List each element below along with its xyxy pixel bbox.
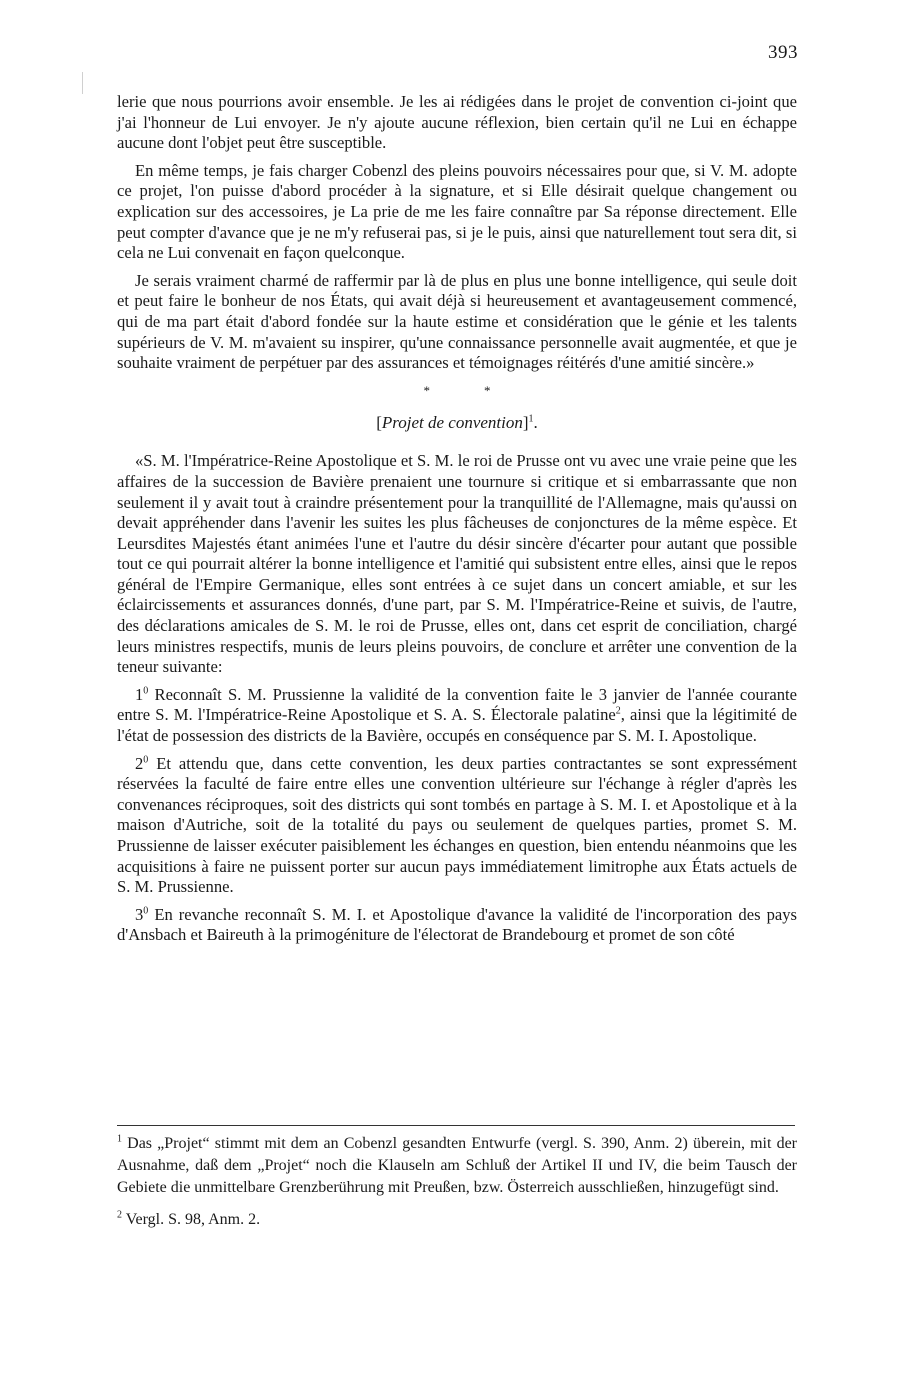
letter-paragraph-3: Je serais vraiment charmé de raffermir par là de plus en plus une bonne intelligence, qui seule doit et peut faire le bonheur de nos États, qui avait déjà si heureusement et avantageusement commencé, qui de ma part était d'abord fondée sur la haute estime et considération que le génie et les talents supérieurs de V. M. m'avaient su inspirer, qu'une connaissance personnelle avait augmentée, et que je souhaite vraiment de perpétuer par des assurances et témoignages réitérés d'une amitié sincère.» (117, 270, 797, 373)
separator-star: * (484, 382, 491, 398)
page-number: 393 (768, 42, 798, 63)
bracket-close: ] (522, 412, 529, 432)
article-text: , ainsi que la légitimité de l'état de possession des districts de la Bavière, occupés en conséquence par S. M. I. Apostolique. (117, 705, 797, 746)
footnote-marker: 2 (117, 1209, 122, 1221)
footnote-1 (117, 1133, 797, 1199)
letter-paragraph-1: lerie que nous pourrions avoir ensemble. Je les ai rédigées dans le projet de convention ci-joint que j'ai l'honneur de Lui envoyer. Je n'y ajoute aucune réflexion, bien certain qu'il ne Lui en échappe aucune dont l'objet peut être susceptible. (117, 92, 797, 153)
article-text: Et attendu que, dans cette convention, les deux parties contractantes se sont expressément réservées la faculté de faire entre elles une convention ultérieure sur l'échange à régler d'après les convenances réciproques, soit des districts qui sont tombés en partage à S. M. I. et Apostolique et à la maison d'Autriche, soit de la totalité du pays ou seulement de quelques parties, promet S. M. Prussienne de laisser exécuter paisiblement les échanges en question, bien entendu néanmoins que les acquisitions à faire ne puissent porter sur aucun pays immédiatement limitrophe aux États actuels de S. M. Prussienne. (117, 753, 797, 897)
footnote-text: Vergl. S. 98, Anm. 2. (122, 1211, 261, 1228)
letter-paragraph-2: En même temps, je fais charger Cobenzl des pleins pouvoirs nécessaires pour que, si V. M. adopte ce projet, l'on puisse d'abord procéder à la signature, et si Elle désirait quelque changement ou explication sur des accessoires, je La prie de me les faire connaître par Sa réponse directement. Elle peut compter d'avance que je ne m'y refuserai pas, si je le puis, ainsi que naturellement tout sera dit, si cela ne Lui convenait en façon quelconque. (117, 160, 797, 263)
footnote-ref: 1 (528, 413, 534, 425)
margin-mark (82, 72, 83, 94)
section-separator (117, 381, 797, 399)
footnotes (117, 1133, 797, 1241)
convention-preamble: «S. M. l'Impératrice-Reine Apostolique et S. M. le roi de Prusse ont vu avec une vraie peine que les affaires de la succession de Bavière prenaient une tournure si critique et si embarrassante que non seulement il y avait tout à craindre présentement pour la tranquillité de l'Allemagne, mais qu'aussi on devait appréhender dans l'avenir les suites les plus fâcheuses de conjonctures de la même espèce. Et Leursdites Majestés étant animées l'une et l'autre du désir sincère d'écarter pour autant que possible tout ce qui pourrait altérer la bonne intelligence et l'amitié qui subsistent entre elles, ainsi que le repos général de l'Empire Germanique, elles sont entrées à ce sujet dans un concert amiable, et sur les éclaircissements et assurances donnés, d'une part, par S. M. l'Impératrice-Reine et suivis, de l'autre, des déclarations amicales de S. M. le roi de Prusse, elles ont, dans cet esprit de conciliation, chargé leurs ministres respectifs, munis de leurs pleins pouvoirs, de conclure et arrêter une convention de la teneur suivante: (117, 451, 797, 677)
convention-heading (117, 413, 797, 434)
footnote-divider (117, 1125, 795, 1126)
convention-title: Projet de convention (381, 412, 523, 432)
footnote-2 (117, 1209, 797, 1231)
ordinal-mark: 0 (143, 685, 149, 697)
article-number: 1 (135, 684, 144, 704)
footnote-marker: 1 (117, 1133, 122, 1145)
article-number: 2 (135, 753, 144, 773)
article-text: Reconnaît S. M. Prussienne la validité de la convention faite le 3 janvier de l'année courante entre S. M. l'Impératrice-Reine Apostolique et S. A. S. Électorale palatine (117, 684, 797, 725)
footnote-ref: 2 (615, 705, 621, 717)
article-text: En revanche reconnaît S. M. I. et Apostolique d'avance la validité de l'incorporation des pays d'Ansbach et Baireuth à la primogéniture de l'électorat de Brandebourg et promet de son côté (117, 904, 797, 945)
article-number: 3 (135, 904, 144, 924)
convention-article-3 (117, 905, 797, 946)
ordinal-mark: 0 (143, 754, 149, 766)
convention-article-2 (117, 754, 797, 898)
main-text (117, 92, 797, 953)
footnote-text: Das „Projet“ stimmt mit dem an Cobenzl gesandten Entwurfe (vergl. S. 390, Anm. 2) überein, mit der Ausnahme, daß dem „Projet“ noch die Klauseln am Schluß der Artikel II und IV, die beim Tausch der Gebiete die unmittelbare Grenzberührung mit Preußen, bzw. Österreich ausschließen, hinzugefügt sind. (117, 1135, 797, 1196)
convention-article-1 (117, 685, 797, 747)
heading-period: . (533, 412, 538, 432)
bracket-open: [ (376, 412, 382, 432)
ordinal-mark: 0 (143, 905, 149, 917)
separator-star: * (423, 382, 430, 398)
